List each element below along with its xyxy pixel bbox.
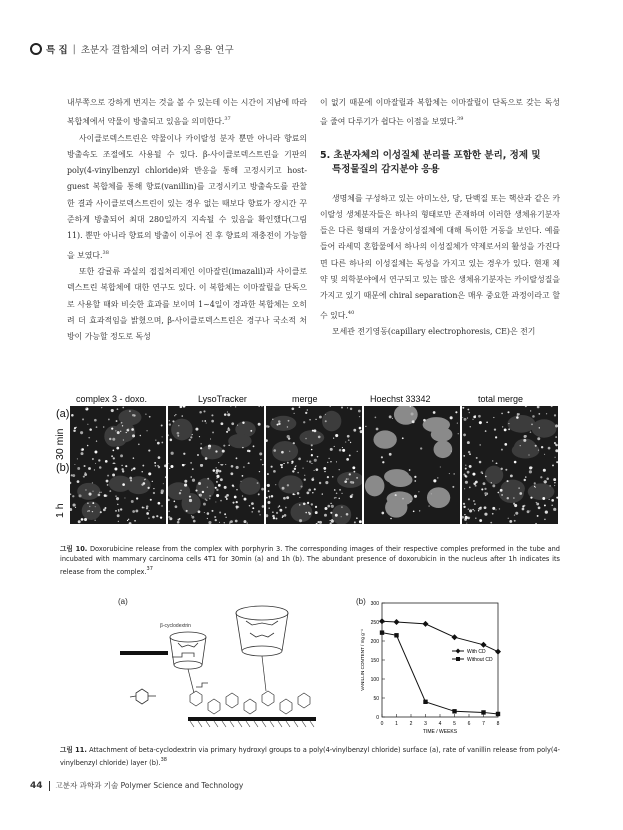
column-header: merge — [292, 394, 318, 404]
row-label-a: (a) — [56, 408, 70, 420]
y-tick-label: 50 — [373, 696, 379, 702]
micrograph-panel — [168, 406, 264, 466]
panel-label-b: (b) — [356, 597, 366, 606]
section-heading: 5. 초분자체의 이성질체 분리를 포함한 분리, 정제 및 특정물질의 감지분야 응용 — [320, 149, 541, 175]
page-footer — [30, 780, 243, 791]
legend-label: With CD — [467, 649, 486, 655]
column-header: Hoechst 33342 — [370, 394, 431, 404]
y-tick-label: 250 — [370, 620, 379, 626]
series-line-with-cd — [382, 621, 498, 651]
micrograph-panel — [364, 406, 460, 466]
x-tick-label: 5 — [453, 721, 456, 727]
column-header: LysoTracker — [198, 394, 247, 404]
left-paragraph-3: 또한 감귤류 과실의 접집처리제인 이마잘린(imazalil)과 사이클로덱스트린 복합체에 대한 연구도 있다. 이 복합체는 이마잘릴을 단독으로 사용할 때와 비슷한 효과를 보이며 1~4일이 경과한 복합체는 오히려 더 효과적임을 밝혔으며, β-사이클로덱스트린은 경구나 국소적 처방이 가능할 정도로 독성 — [67, 266, 307, 342]
data-point — [496, 712, 500, 716]
left-paragraph-1: 내부쪽으로 강하게 번지는 것을 볼 수 있는데 이는 시간이 지남에 따라 복합체에서 약물이 방출되고 있음을 의미한다.$^{37}$ — [67, 98, 307, 127]
header-title: 초분자 결합체의 여러 가지 응용 연구 — [80, 45, 234, 56]
data-point — [452, 634, 458, 640]
legend-marker — [456, 657, 460, 661]
data-point — [495, 649, 501, 655]
page-number: 44 — [30, 780, 43, 791]
data-point — [394, 633, 398, 637]
row-time-b: 1 h — [54, 503, 66, 518]
ref-superscript: 40 — [347, 309, 355, 316]
micrograph-panel — [70, 464, 166, 524]
x-tick-label: 8 — [496, 721, 500, 727]
micrograph-panel — [168, 464, 264, 524]
data-point — [394, 619, 400, 625]
running-header — [30, 42, 234, 56]
x-tick-label: 2 — [409, 721, 413, 727]
y-axis-label: VANILLIN CONTENT / mg g⁻¹ — [360, 629, 365, 691]
ref-superscript: 38 — [102, 249, 109, 256]
left-column — [67, 95, 307, 345]
figure-10-microscopy — [54, 394, 562, 532]
header-divider: | — [72, 43, 76, 55]
x-tick-label: 3 — [424, 721, 427, 727]
journal-name: 고분자 과학과 기술 Polymer Science and Technology — [55, 781, 244, 790]
data-point — [481, 710, 485, 714]
section-tag: 특 집 — [46, 45, 68, 56]
figure-11-caption: 그림 11. Attachment of beta-cyclodextrin via primary hydroxyl groups to a poly(4-vinylbenzyl chloride) surface (a), rate of vanillin release from poly(4-vinylbenzyl chloride) layer (b).$^{38}$ — [60, 746, 560, 767]
ref-superscript: 37 — [224, 116, 231, 123]
y-tick-label: 150 — [370, 658, 379, 664]
ref-superscript: 39 — [457, 116, 464, 123]
right-paragraph-1: 이 없기 때문에 이마잘릴과 복합체는 이마잘릴이 단독으로 갖는 독성을 줄여 다루기가 쉽다는 이점을 보였다.$^{39}$ — [320, 98, 560, 127]
legend-marker — [456, 649, 461, 654]
micrograph-panel — [70, 406, 166, 466]
column-header: complex 3 - doxo. — [76, 394, 148, 404]
data-point — [380, 630, 384, 634]
data-point — [423, 621, 429, 627]
data-point — [452, 709, 456, 713]
right-column — [320, 95, 560, 340]
left-paragraph-2: 사이클로덱스트린은 약물이나 카이랄성 분자 뿐만 아니라 향료의 방출속도 조절에도 사용될 수 있다. β-사이클로덱스트린을 기판의 poly(4-vinylbenzyl chloride)와 반응을 통해 고정시키고 host-guest 복합체를 통해 향료(vanillin)를 고정시키고 방출속도를 관찰한 결과 사이클로덱스트린이 있는 경우 없는 때보다 향료가 장시간 꾸준하게 방출되어 최대 280일까지 지속될 수 있음을 확인했다(그림 11). 뿐만 아니라 향료의 방출이 이루어 진 후 향료의 재충전이 가능함을 보였다.$^{38}$ — [67, 133, 307, 260]
micrograph-panel — [462, 464, 558, 524]
x-tick-label: 0 — [380, 721, 384, 727]
data-point — [481, 642, 487, 648]
micrograph-panel — [266, 406, 362, 466]
column-header: total merge — [478, 394, 524, 404]
micrograph-panel — [462, 406, 558, 466]
micrograph-panel — [364, 464, 460, 524]
cyclodextrin-scheme-drawing — [110, 595, 330, 745]
x-tick-label: 7 — [482, 721, 485, 727]
x-axis-label: TIME / WEEKS — [422, 729, 458, 735]
figure-11b-chart — [350, 595, 510, 745]
right-paragraph-2: 생명체를 구성하고 있는 아미노산, 당, 단백질 또는 핵산과 같은 카이랄성 생체분자들은 하나의 형태로만 존재하며 이러한 생체유기분자들은 다른 형태의 거울상이성질체에 대해 특이한 거동을 보인다. 예를 들어 라세믹 혼합물에서 하나의 이성질체가 약제로서의 활성을 가진다면 다른 하나의 이성질체는 독성을 가지고 있는 경우가 있다. 현재 제약 및 의학분야에서 연구되고 있는 많은 생체유기분자는 카이랄성질을 가지고 있기 때문에 chiral separation은 매우 중요한 과정이라고 할 수 있다.$^{40}$ — [320, 193, 560, 320]
cyclodextrin-label: β-cyclodextrin — [160, 623, 191, 629]
row-time-a: 30 min — [54, 428, 66, 460]
x-tick-label: 1 — [395, 721, 398, 727]
figure-11a-scheme — [110, 595, 330, 745]
legend-label: Without CD — [467, 657, 493, 663]
y-tick-label: 100 — [370, 677, 379, 683]
x-tick-label: 6 — [467, 721, 471, 727]
vanillin-release-chart — [350, 595, 510, 745]
figure-10-caption: 그림 10. Doxorubicine release from the complex with porphyrin 3. The corresponding images of their respective comples preformed in the tube and incubated with mammary carcinoma cells 4T1 for 30min (a) and 1h (b). The abundant presence of doxorubicin in the nucleus after 1h indicates its release from the complex.$^{37}$ — [60, 545, 560, 576]
row-label-b: (b) — [56, 462, 70, 474]
circle-bullet-icon — [30, 43, 42, 55]
x-tick-label: 4 — [438, 721, 442, 727]
footer-divider — [49, 781, 50, 791]
data-point — [423, 700, 427, 704]
y-tick-label: 200 — [370, 639, 379, 645]
y-tick-label: 300 — [370, 601, 379, 607]
data-point — [379, 618, 385, 624]
micrograph-panel — [266, 464, 362, 524]
panel-label-a: (a) — [118, 597, 128, 606]
right-paragraph-3: 모세관 전기영동(capillary electrophoresis, CE)은 전기 — [332, 326, 536, 336]
y-tick-label: 0 — [376, 715, 379, 721]
